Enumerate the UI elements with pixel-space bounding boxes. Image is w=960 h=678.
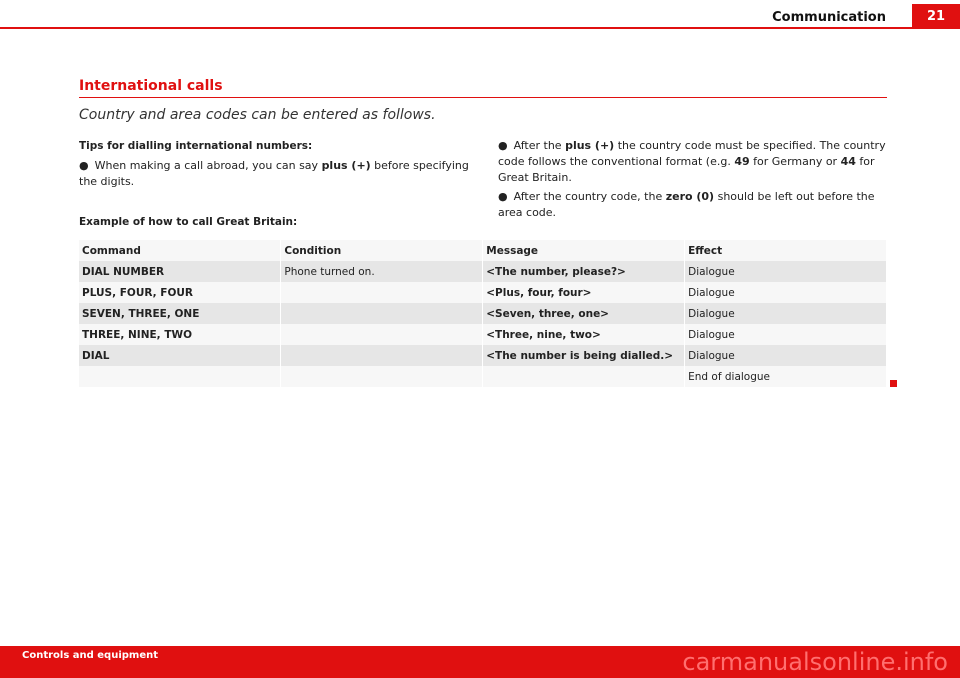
table-row xyxy=(79,345,887,366)
bullet-text: After the country code, the xyxy=(513,190,666,203)
cell-message: <Three, nine, two> xyxy=(483,324,685,345)
column-header-condition: Condition xyxy=(281,240,483,261)
page-number: 21 xyxy=(912,4,960,28)
cell-effect: Dialogue xyxy=(685,282,887,303)
cell-effect: Dialogue xyxy=(685,261,887,282)
cell-condition xyxy=(281,324,483,345)
cell-condition xyxy=(281,366,483,387)
bullet-bold: 49 xyxy=(734,155,750,168)
cell-effect: Dialogue xyxy=(685,303,887,324)
bullet-text: After the xyxy=(513,139,566,152)
section-subtitle: Country and area codes can be entered as follows. xyxy=(79,107,436,123)
bullet-text: should be left out before the area code. xyxy=(498,190,875,219)
bullet-zero xyxy=(498,189,888,221)
cell-effect: Dialogue xyxy=(685,324,887,345)
cell-message: <The number is being dialled.> xyxy=(483,345,685,366)
bullet-text: before specifying the digits. xyxy=(79,159,469,188)
bullet-bold: 44 xyxy=(840,155,856,168)
header-rule xyxy=(0,27,960,29)
table-row xyxy=(79,366,887,387)
bullet-plus xyxy=(79,158,469,190)
cell-command: DIAL xyxy=(79,345,281,366)
column-header-command: Command xyxy=(79,240,281,261)
bullet-bold: plus (+) xyxy=(321,159,371,172)
table-row xyxy=(79,282,887,303)
bullet-dot-icon: ● xyxy=(498,139,508,152)
table-row xyxy=(79,303,887,324)
example-heading: Example of how to call Great Britain: xyxy=(79,216,298,228)
chapter-title: Communication xyxy=(772,10,886,25)
footer-label: Controls and equipment xyxy=(22,650,159,661)
bullet-text: for Great Britain. xyxy=(498,155,875,184)
bullet-text: When making a call abroad, you can say xyxy=(94,159,322,172)
bullet-country-code xyxy=(498,138,888,186)
cell-condition: Phone turned on. xyxy=(281,261,483,282)
cell-command: THREE, NINE, TWO xyxy=(79,324,281,345)
cell-command: SEVEN, THREE, ONE xyxy=(79,303,281,324)
cell-condition xyxy=(281,345,483,366)
end-of-section-square-icon xyxy=(890,380,897,387)
watermark: carmanualsonline.info xyxy=(682,648,948,676)
section-title: International calls xyxy=(79,78,223,94)
bullet-text: the country code must be specified. The country code follows the conventional format (e.g. xyxy=(498,139,886,168)
bullet-dot-icon: ● xyxy=(498,190,508,203)
table-row xyxy=(79,324,887,345)
cell-message xyxy=(483,366,685,387)
section-rule xyxy=(79,97,887,98)
cell-command xyxy=(79,366,281,387)
table-row xyxy=(79,261,887,282)
cell-command: PLUS, FOUR, FOUR xyxy=(79,282,281,303)
bullet-text: for Germany or xyxy=(749,155,841,168)
bullet-dot-icon: ● xyxy=(79,159,89,172)
footer-bar xyxy=(0,646,960,678)
tips-heading: Tips for dialling international numbers: xyxy=(79,140,313,152)
bullet-bold: plus (+) xyxy=(565,139,615,152)
cell-message: <The number, please?> xyxy=(483,261,685,282)
cell-condition xyxy=(281,282,483,303)
column-header-effect: Effect xyxy=(685,240,887,261)
cell-command: DIAL NUMBER xyxy=(79,261,281,282)
table-header-row xyxy=(79,240,887,261)
cell-condition xyxy=(281,303,483,324)
right-column xyxy=(498,138,888,224)
commands-table xyxy=(79,240,887,387)
bullet-bold: zero (0) xyxy=(665,190,715,203)
left-column xyxy=(79,138,469,193)
cell-message: <Seven, three, one> xyxy=(483,303,685,324)
cell-effect: Dialogue xyxy=(685,345,887,366)
cell-effect: End of dialogue xyxy=(685,366,887,387)
column-header-message: Message xyxy=(483,240,685,261)
cell-message: <Plus, four, four> xyxy=(483,282,685,303)
